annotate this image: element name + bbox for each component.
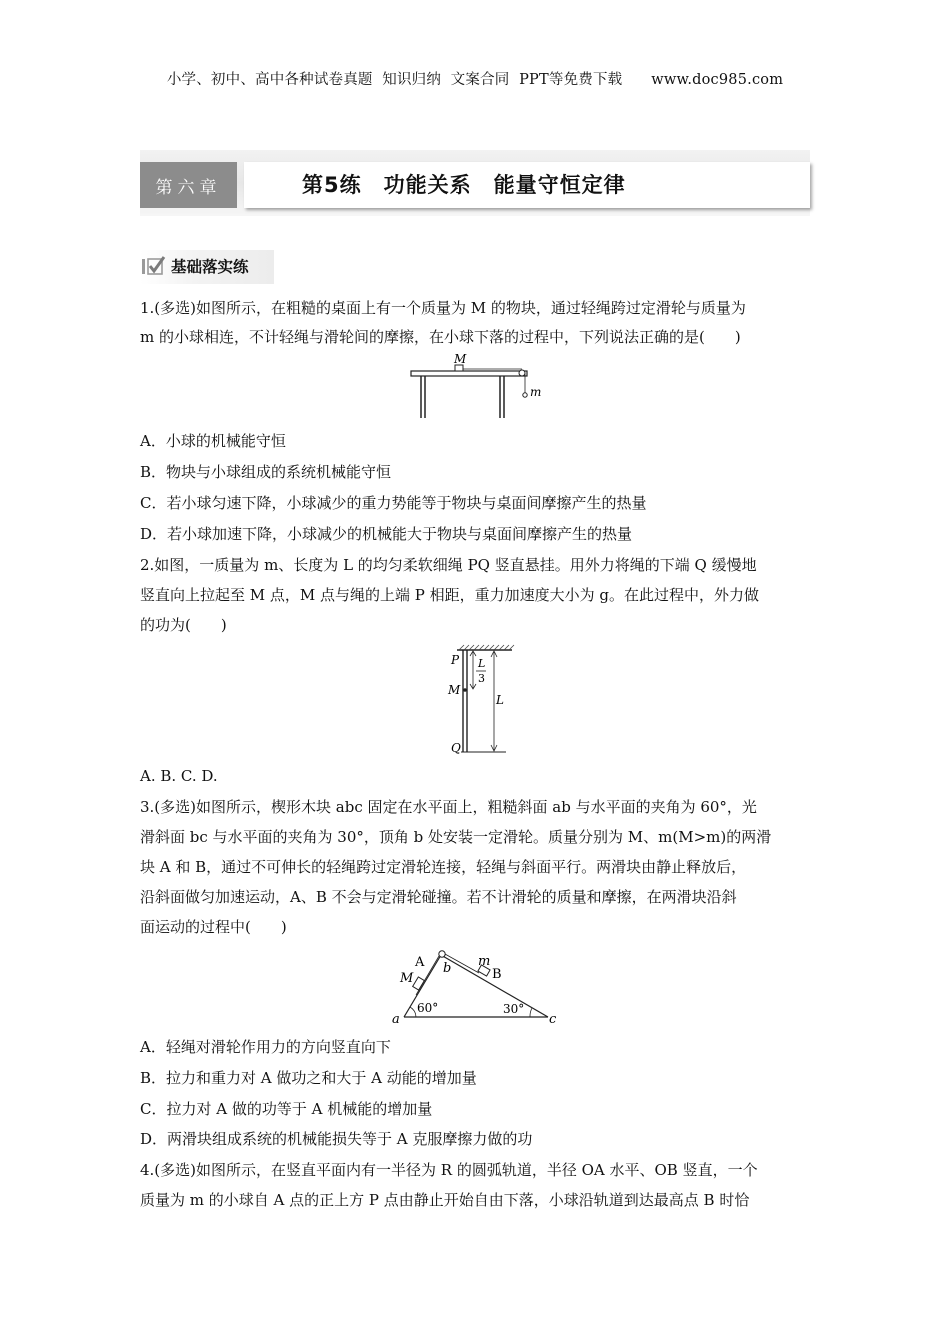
q3-label-B: B — [492, 967, 502, 982]
q1-option-c: C．若小球匀速下降，小球减少的重力势能等于物块与桌面间摩擦产生的热量 — [140, 494, 647, 512]
q2-frac-denominator: 3 — [478, 672, 485, 685]
q3-label-a: a — [392, 1012, 400, 1027]
q2-line-1: 2.如图，一质量为 m、长度为 L 的均匀柔软细绳 PQ 竖直悬挂。用外力将绳的下端 Q 缓慢地 — [140, 556, 757, 574]
q3-label-b: b — [443, 961, 452, 976]
q3-line-5: 面运动的过程中( ) — [140, 918, 287, 936]
q1-figure-table-pulley — [405, 352, 555, 422]
q2-options: A. B. C. D. — [140, 767, 218, 785]
q3-label-M: M — [400, 971, 414, 986]
q2-label-P: P — [451, 653, 460, 667]
q2-label-M: M — [448, 683, 461, 697]
q3-option-c: C．拉力对 A 做的功等于 A 机械能的增加量 — [140, 1100, 433, 1118]
q2-line-3: 的功为( ) — [140, 616, 227, 634]
chapter-tab: 第六章 — [140, 162, 237, 208]
page-title: 第5练 功能关系 能量守恒定律 — [302, 173, 626, 197]
section-heading — [140, 250, 274, 284]
q3-line-3: 块 A 和 B，通过不可伸长的轻绳跨过定滑轮连接，轻绳与斜面平行。两滑块由静止释放后， — [140, 858, 747, 876]
q3-option-b: B．拉力和重力对 A 做功之和大于 A 动能的增加量 — [140, 1069, 477, 1087]
site-banner: 小学、初中、高中各种试卷真题 知识归纳 文案合同 PPT等免费下载 www.doc985.com — [166, 72, 784, 88]
q1-line-2: m 的小球相连，不计轻绳与滑轮间的摩擦，在小球下落的过程中，下列说法正确的是( ) — [140, 328, 741, 346]
q3-option-a: A．轻绳对滑轮作用力的方向竖直向下 — [140, 1038, 391, 1056]
q1-line-1: 1.(多选)如图所示，在粗糙的桌面上有一个质量为 M 的物块，通过轻绳跨过定滑轮与质量为 — [140, 299, 746, 317]
q1-label-M: M — [454, 352, 467, 366]
q4-line-2: 质量为 m 的小球自 A 点的正上方 P 点由静止开始自由下落，小球沿轨道到达最高点 B 时恰 — [140, 1191, 750, 1209]
q3-line-2: 滑斜面 bc 与水平面的夹角为 30°，顶角 b 处安装一定滑轮。质量分别为 M、m(M>m)的两滑 — [140, 828, 772, 846]
q3-angle-60: 60° — [417, 1001, 439, 1015]
checklist-icon — [142, 256, 166, 278]
q1-label-m: m — [530, 385, 542, 399]
q3-angle-30: 30° — [503, 1002, 525, 1016]
q3-line-1: 3.(多选)如图所示，楔形木块 abc 固定在水平面上，粗糙斜面 ab 与水平面的夹角为 60°，光 — [140, 798, 757, 816]
chapter-header — [140, 150, 810, 216]
q1-option-a: A．小球的机械能守恒 — [140, 432, 286, 450]
q4-line-1: 4.(多选)如图所示，在竖直平面内有一半径为 R 的圆弧轨道，半径 OA 水平、OB 竖直，一个 — [140, 1161, 758, 1179]
q2-label-Q: Q — [451, 741, 461, 755]
section-label: 基础落实练 — [171, 258, 249, 276]
q3-option-d: D．两滑块组成系统的机械能损失等于 A 克服摩擦力做的功 — [140, 1130, 533, 1148]
q3-label-c: c — [549, 1012, 557, 1027]
q2-figure-hanging-rope — [440, 642, 520, 758]
q2-frac-numerator: L — [478, 657, 486, 670]
q2-line-2: 竖直向上拉起至 M 点，M 点与绳的上端 P 相距，重力加速度大小为 g。在此过程中，外力做 — [140, 586, 760, 604]
q3-figure-wedge — [388, 940, 568, 1028]
q3-label-m: m — [478, 954, 491, 969]
q2-label-L: L — [496, 693, 504, 707]
q3-label-A: A — [415, 955, 425, 970]
title-panel — [244, 162, 810, 208]
q3-line-4: 沿斜面做匀加速运动，A、B 不会与定滑轮碰撞。若不计滑轮的质量和摩擦，在两滑块沿斜 — [140, 888, 737, 906]
q1-option-b: B．物块与小球组成的系统机械能守恒 — [140, 463, 392, 481]
q1-option-d: D．若小球加速下降，小球减少的机械能大于物块与桌面间摩擦产生的热量 — [140, 525, 633, 543]
